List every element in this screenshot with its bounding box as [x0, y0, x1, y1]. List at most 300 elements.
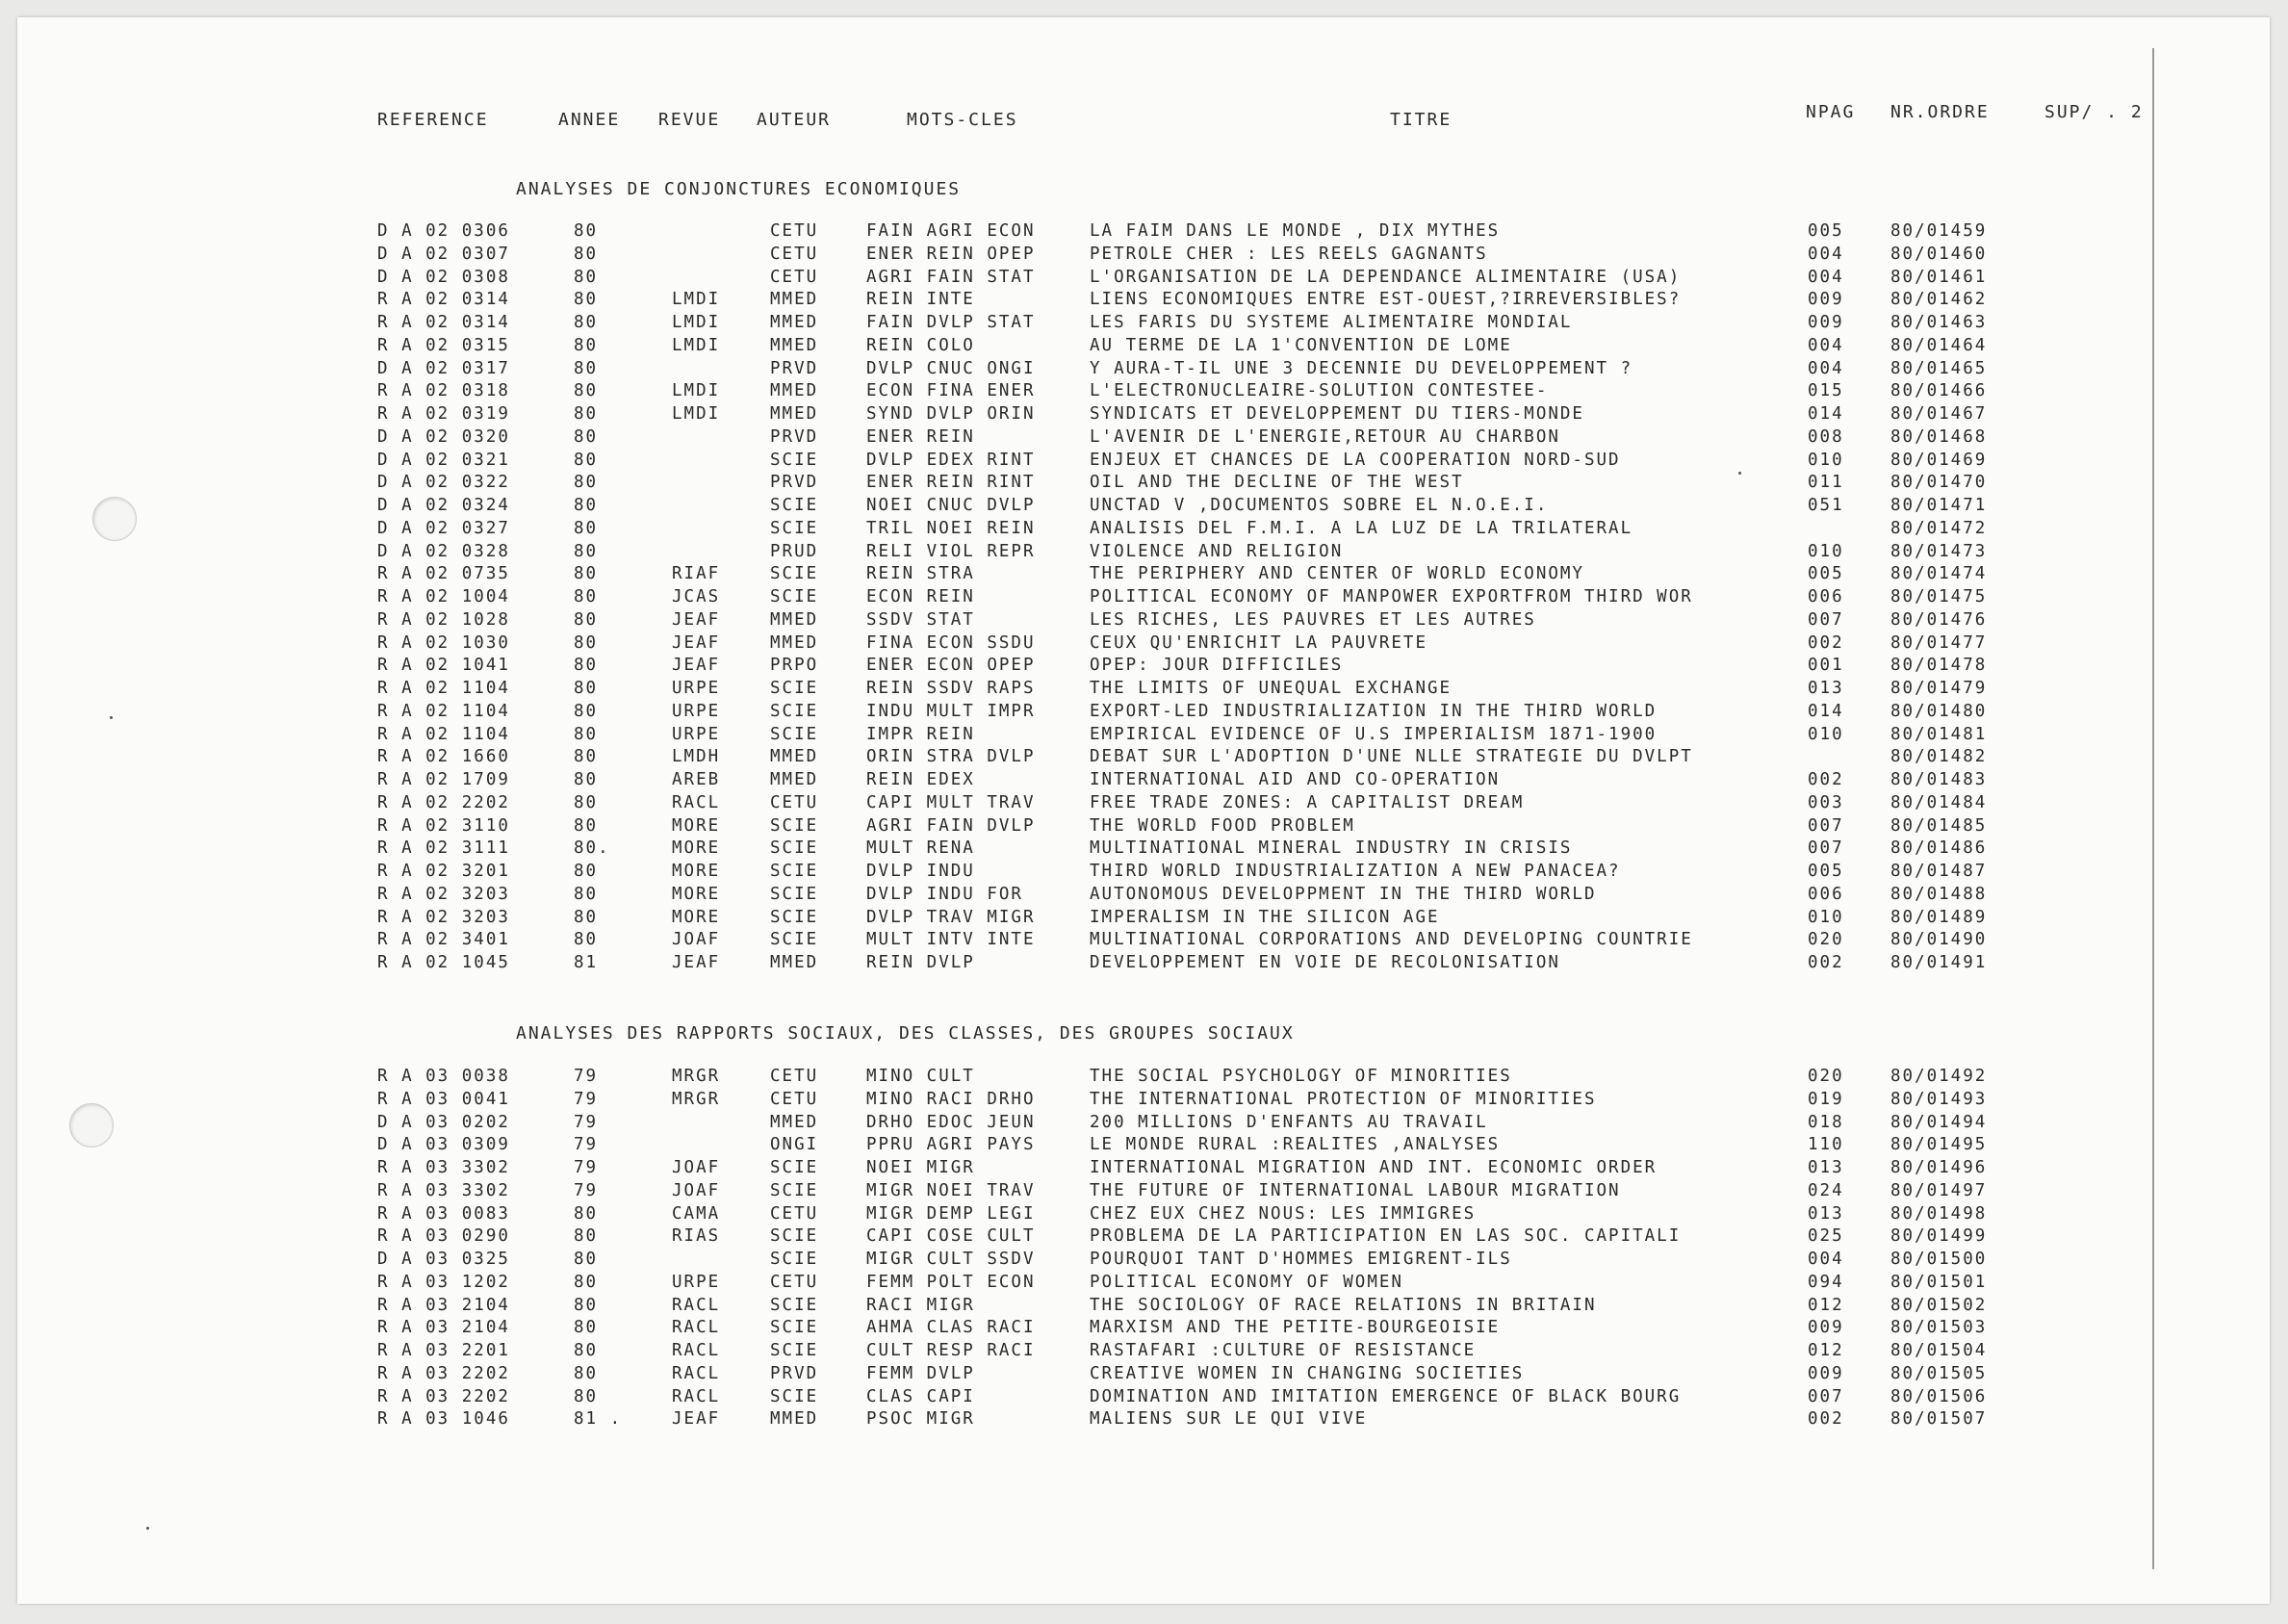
row-titre: THE LIMITS OF UNEQUAL EXCHANGE	[1090, 679, 1452, 698]
row-reference: R A 02 1104	[377, 724, 510, 744]
row-revue: RACL	[672, 792, 721, 812]
row-auteur: CETU	[770, 267, 819, 287]
row-titre: MARXISM AND THE PETITE-BOURGEOISIE	[1090, 1318, 1501, 1338]
row-nr-ordre: 80/01501	[1890, 1272, 1988, 1292]
row-npag: 004	[1808, 1250, 1844, 1269]
table-row	[0, 792, 2288, 813]
row-nr-ordre: 80/01471	[1890, 496, 1988, 515]
row-revue: JCAS	[672, 587, 721, 606]
table-row	[0, 380, 2288, 401]
row-auteur: MMED	[770, 770, 819, 789]
row-mots-cles: CULT RESP RACI	[866, 1341, 1036, 1360]
row-annee: 80	[574, 656, 599, 676]
row-revue: URPE	[672, 1272, 721, 1292]
row-auteur: MMED	[770, 1409, 819, 1430]
row-revue: JEAF	[672, 656, 721, 676]
row-titre: POLITICAL ECONOMY OF MANPOWER EXPORTFROM THIRD WOR	[1090, 587, 1693, 606]
row-annee: 80	[574, 1250, 599, 1269]
row-reference: D A 02 0324	[377, 496, 510, 515]
row-auteur: ONGI	[770, 1135, 819, 1155]
row-reference: R A 03 1202	[377, 1272, 510, 1292]
row-titre: L'AVENIR DE L'ENERGIE,RETOUR AU CHARBON	[1090, 426, 1560, 447]
row-reference: R A 03 3302	[377, 1180, 510, 1200]
table-row	[0, 518, 2288, 539]
row-revue: JEAF	[672, 953, 721, 972]
row-annee: 80	[574, 679, 599, 698]
row-mots-cles: ECON FINA ENER	[866, 381, 1036, 401]
row-auteur: MMED	[770, 381, 819, 401]
row-nr-ordre: 80/01480	[1890, 701, 1988, 721]
row-nr-ordre: 80/01499	[1890, 1226, 1988, 1247]
row-nr-ordre: 80/01502	[1890, 1295, 1988, 1315]
row-reference: D A 03 0202	[377, 1112, 510, 1132]
row-nr-ordre: 80/01477	[1890, 632, 1988, 653]
row-annee: 80	[574, 1386, 599, 1406]
row-mots-cles: INDU MULT IMPR	[866, 701, 1036, 721]
row-mots-cles: NOEI MIGR	[866, 1158, 975, 1177]
row-titre: THE FUTURE OF INTERNATIONAL LABOUR MIGRATION	[1090, 1180, 1621, 1200]
row-auteur: SCIE	[770, 679, 819, 698]
row-annee: 80	[574, 518, 599, 538]
table-row	[0, 312, 2288, 333]
row-npag: 010	[1808, 907, 1844, 927]
row-reference: D A 02 0306	[377, 221, 510, 241]
row-mots-cles: FAIN AGRI ECON	[866, 221, 1036, 241]
row-reference: R A 02 3110	[377, 815, 510, 836]
row-revue: URPE	[672, 679, 721, 698]
row-mots-cles: CLAS CAPI	[866, 1386, 975, 1406]
row-mots-cles: ENER REIN	[866, 426, 975, 447]
table-row	[0, 450, 2288, 471]
row-annee: 80.	[574, 838, 610, 859]
row-nr-ordre: 80/01498	[1890, 1203, 1988, 1224]
header-mots-cles: MOTS-CLES	[907, 110, 1018, 130]
row-npag: 005	[1808, 221, 1844, 241]
row-nr-ordre: 80/01468	[1890, 426, 1988, 447]
table-row	[0, 655, 2288, 676]
table-row	[0, 861, 2288, 882]
row-mots-cles: MIGR NOEI TRAV	[866, 1180, 1036, 1200]
row-npag: 008	[1808, 426, 1844, 447]
row-reference: R A 02 1030	[377, 632, 510, 653]
row-titre: INTERNATIONAL AID AND CO-OPERATION	[1090, 770, 1501, 789]
row-nr-ordre: 80/01495	[1890, 1135, 1988, 1155]
row-npag: 011	[1808, 473, 1844, 493]
row-revue: JEAF	[672, 609, 721, 630]
row-mots-cles: REIN INTE	[866, 290, 975, 310]
row-npag: 020	[1808, 930, 1844, 950]
row-annee: 80	[574, 221, 599, 241]
row-nr-ordre: 80/01506	[1890, 1386, 1988, 1406]
row-auteur: SCIE	[770, 907, 819, 927]
row-auteur: CETU	[770, 244, 819, 264]
row-reference: R A 02 1028	[377, 609, 510, 630]
row-auteur: SCIE	[770, 1341, 819, 1360]
row-revue: RIAF	[672, 564, 721, 584]
row-auteur: SCIE	[770, 930, 819, 950]
table-row	[0, 1363, 2288, 1384]
row-nr-ordre: 80/01475	[1890, 587, 1988, 606]
row-nr-ordre: 80/01488	[1890, 884, 1988, 904]
row-nr-ordre: 80/01505	[1890, 1363, 1988, 1383]
row-auteur: SCIE	[770, 564, 819, 584]
row-reference: D A 02 0307	[377, 244, 510, 264]
row-annee: 80	[574, 267, 599, 287]
row-npag: 005	[1808, 862, 1844, 881]
row-reference: R A 02 1104	[377, 679, 510, 698]
row-npag: 012	[1808, 1295, 1844, 1315]
table-row	[0, 1180, 2288, 1201]
row-mots-cles: REIN DVLP	[866, 953, 975, 972]
row-auteur: MMED	[770, 313, 819, 332]
row-auteur: CETU	[770, 1067, 819, 1086]
row-npag: 010	[1808, 541, 1844, 561]
row-mots-cles: RELI VIOL REPR	[866, 541, 1036, 561]
row-annee: 80	[574, 815, 599, 836]
row-auteur: CETU	[770, 1272, 819, 1292]
row-reference: R A 02 0318	[377, 381, 510, 401]
row-reference: D A 03 0309	[377, 1135, 510, 1155]
row-auteur: PRVD	[770, 473, 819, 493]
row-titre: THE SOCIOLOGY OF RACE RELATIONS IN BRITAIN	[1090, 1295, 1597, 1315]
row-reference: R A 03 2104	[377, 1318, 510, 1338]
row-annee: 80	[574, 724, 599, 744]
row-mots-cles: ENER ECON OPEP	[866, 656, 1036, 676]
row-npag: 002	[1808, 770, 1844, 789]
row-titre: THE SOCIAL PSYCHOLOGY OF MINORITIES	[1090, 1067, 1512, 1086]
row-auteur: SCIE	[770, 496, 819, 515]
row-annee: 80	[574, 609, 599, 630]
row-auteur: CETU	[770, 1203, 819, 1224]
row-annee: 80	[574, 632, 599, 653]
row-titre: ENJEUX ET CHANCES DE LA COOPERATION NORD-SUD	[1090, 450, 1621, 470]
row-nr-ordre: 80/01484	[1890, 792, 1988, 812]
row-mots-cles: FINA ECON SSDU	[866, 632, 1036, 653]
row-auteur: MMED	[770, 747, 819, 767]
row-npag: 006	[1808, 884, 1844, 904]
row-npag: 007	[1808, 609, 1844, 630]
table-row	[0, 1112, 2288, 1133]
table-row	[0, 403, 2288, 425]
table-row	[0, 335, 2288, 356]
row-revue: LMDI	[672, 290, 721, 310]
row-reference: R A 03 2202	[377, 1363, 510, 1383]
row-titre: AUTONOMOUS DEVELOPPMENT IN THE THIRD WORLD	[1090, 884, 1597, 904]
header-npag: NPAG	[1806, 102, 1856, 122]
row-nr-ordre: 80/01473	[1890, 541, 1988, 561]
header-titre: TITRE	[1390, 110, 1452, 130]
row-mots-cles: RACI MIGR	[866, 1295, 975, 1315]
row-annee: 80	[574, 358, 599, 378]
row-revue: MORE	[672, 907, 721, 927]
table-row	[0, 1134, 2288, 1155]
table-row	[0, 220, 2288, 242]
table-row	[0, 1317, 2288, 1338]
row-reference: R A 02 0314	[377, 290, 510, 310]
row-titre: MULTINATIONAL CORPORATIONS AND DEVELOPING COUNTRIE	[1090, 930, 1693, 950]
row-mots-cles: AHMA CLAS RACI	[866, 1318, 1036, 1338]
row-npag: 002	[1808, 953, 1844, 972]
row-revue: RACL	[672, 1341, 721, 1360]
row-revue: CAMA	[672, 1203, 721, 1224]
row-reference: R A 02 0315	[377, 335, 510, 355]
row-reference: R A 03 2201	[377, 1341, 510, 1360]
row-annee: 80	[574, 1363, 599, 1383]
row-titre: LA FAIM DANS LE MONDE , DIX MYTHES	[1090, 221, 1501, 241]
row-mots-cles: TRIL NOEI REIN	[866, 518, 1036, 538]
row-nr-ordre: 80/01491	[1890, 953, 1988, 972]
table-row	[0, 1272, 2288, 1293]
row-mots-cles: FAIN DVLP STAT	[866, 313, 1036, 332]
row-reference: D A 02 0321	[377, 450, 510, 470]
row-annee: 81	[574, 953, 599, 972]
row-mots-cles: DVLP TRAV MIGR	[866, 907, 1036, 927]
row-mots-cles: SSDV STAT	[866, 609, 975, 630]
table-row	[0, 1089, 2288, 1110]
row-titre: THIRD WORLD INDUSTRIALIZATION A NEW PANACEA?	[1090, 862, 1621, 881]
row-annee: 80	[574, 701, 599, 721]
row-annee: 80	[574, 381, 599, 401]
row-annee: 80	[574, 244, 599, 264]
table-row	[0, 929, 2288, 950]
row-nr-ordre: 80/01483	[1890, 770, 1988, 789]
row-reference: R A 03 2104	[377, 1295, 510, 1315]
row-auteur: MMED	[770, 632, 819, 653]
table-row	[0, 746, 2288, 767]
table-row	[0, 701, 2288, 722]
row-revue: MORE	[672, 815, 721, 836]
row-mots-cles: MULT RENA	[866, 838, 975, 859]
row-mots-cles: DRHO EDOC JEUN	[866, 1112, 1036, 1132]
row-mots-cles: REIN EDEX	[866, 770, 975, 789]
row-annee: 79	[574, 1180, 599, 1200]
row-npag: 015	[1808, 381, 1844, 401]
row-annee: 79	[574, 1089, 599, 1109]
row-titre: MULTINATIONAL MINERAL INDUSTRY IN CRISIS	[1090, 838, 1573, 859]
row-npag: 010	[1808, 450, 1844, 470]
row-annee: 80	[574, 884, 599, 904]
row-revue: URPE	[672, 701, 721, 721]
row-auteur: MMED	[770, 609, 819, 630]
row-mots-cles: DVLP INDU	[866, 862, 975, 881]
row-reference: D A 02 0317	[377, 358, 510, 378]
row-revue: LMDI	[672, 381, 721, 401]
row-auteur: SCIE	[770, 1318, 819, 1338]
row-auteur: SCIE	[770, 587, 819, 606]
row-revue: LMDI	[672, 313, 721, 332]
table-row	[0, 1157, 2288, 1178]
row-nr-ordre: 80/01496	[1890, 1158, 1988, 1177]
row-reference: D A 02 0308	[377, 267, 510, 287]
row-reference: R A 02 3203	[377, 884, 510, 904]
row-reference: R A 02 1104	[377, 701, 510, 721]
row-mots-cles: ENER REIN OPEP	[866, 244, 1036, 264]
row-auteur: PRPO	[770, 656, 819, 676]
row-annee: 80	[574, 1272, 599, 1292]
row-reference: R A 03 1046	[377, 1409, 510, 1430]
row-nr-ordre: 80/01486	[1890, 838, 1988, 859]
row-npag: 013	[1808, 1203, 1844, 1224]
row-annee: 80	[574, 587, 599, 606]
row-auteur: MMED	[770, 404, 819, 424]
row-mots-cles: NOEI CNUC DVLP	[866, 496, 1036, 515]
row-nr-ordre: 80/01482	[1890, 747, 1988, 767]
row-nr-ordre: 80/01460	[1890, 244, 1988, 264]
row-nr-ordre: 80/01476	[1890, 609, 1988, 630]
table-row	[0, 632, 2288, 654]
row-nr-ordre: 80/01474	[1890, 564, 1988, 584]
table-row	[0, 1295, 2288, 1316]
row-annee: 80	[574, 404, 599, 424]
row-nr-ordre: 80/01493	[1890, 1089, 1988, 1109]
row-titre: EXPORT-LED INDUSTRIALIZATION IN THE THIRD WORLD	[1090, 701, 1658, 721]
row-nr-ordre: 80/01461	[1890, 267, 1988, 287]
row-mots-cles: IMPR REIN	[866, 724, 975, 744]
table-row	[0, 358, 2288, 379]
row-npag: 003	[1808, 792, 1844, 812]
row-mots-cles: AGRI FAIN STAT	[866, 267, 1036, 287]
row-titre: LE MONDE RURAL :REALITES ,ANALYSES	[1090, 1135, 1501, 1155]
row-mots-cles: DVLP CNUC ONGI	[866, 358, 1036, 378]
row-titre: AU TERME DE LA 1'CONVENTION DE LOME	[1090, 335, 1512, 355]
row-titre: THE INTERNATIONAL PROTECTION OF MINORITIES	[1090, 1089, 1597, 1109]
row-annee: 79	[574, 1112, 599, 1132]
row-mots-cles: MIGR CULT SSDV	[866, 1250, 1036, 1269]
row-reference: R A 02 3111	[377, 838, 510, 859]
row-annee: 80	[574, 907, 599, 927]
row-npag: 007	[1808, 1386, 1844, 1406]
table-row	[0, 472, 2288, 493]
row-revue: JOAF	[672, 1180, 721, 1200]
row-annee: 81 .	[574, 1409, 623, 1430]
table-row	[0, 267, 2288, 288]
row-annee: 80	[574, 564, 599, 584]
row-nr-ordre: 80/01470	[1890, 473, 1988, 493]
row-npag: 025	[1808, 1226, 1844, 1247]
row-annee: 80	[574, 450, 599, 470]
table-row	[0, 815, 2288, 837]
row-annee: 80	[574, 862, 599, 881]
row-titre: MALIENS SUR LE QUI VIVE	[1090, 1409, 1368, 1430]
row-mots-cles: ENER REIN RINT	[866, 473, 1036, 493]
row-auteur: MMED	[770, 1112, 819, 1132]
row-nr-ordre: 80/01462	[1890, 290, 1988, 310]
row-mots-cles: DVLP EDEX RINT	[866, 450, 1036, 470]
row-mots-cles: MIGR DEMP LEGI	[866, 1203, 1036, 1224]
row-auteur: SCIE	[770, 450, 819, 470]
row-npag: 110	[1808, 1135, 1844, 1155]
row-npag: 014	[1808, 701, 1844, 721]
row-nr-ordre: 80/01507	[1890, 1409, 1988, 1430]
row-reference: R A 02 1660	[377, 747, 510, 767]
row-reference: R A 02 0735	[377, 564, 510, 584]
row-annee: 80	[574, 290, 599, 310]
row-npag: 004	[1808, 267, 1844, 287]
row-reference: R A 02 1045	[377, 953, 510, 972]
row-nr-ordre: 80/01466	[1890, 381, 1988, 401]
row-nr-ordre: 80/01497	[1890, 1180, 1988, 1200]
table-row	[0, 907, 2288, 928]
row-mots-cles: REIN STRA	[866, 564, 975, 584]
table-row	[0, 769, 2288, 790]
row-revue: MORE	[672, 838, 721, 859]
row-revue: AREB	[672, 770, 721, 789]
row-mots-cles: SYND DVLP ORIN	[866, 404, 1036, 424]
row-mots-cles: FEMM DVLP	[866, 1363, 975, 1383]
row-titre: VIOLENCE AND RELIGION	[1090, 541, 1344, 561]
row-reference: R A 03 0041	[377, 1089, 510, 1109]
row-titre: CHEZ EUX CHEZ NOUS: LES IMMIGRES	[1090, 1203, 1477, 1224]
row-auteur: PRVD	[770, 358, 819, 378]
section-title: ANALYSES DE CONJONCTURES ECONOMIQUES	[516, 179, 962, 199]
table-row	[0, 724, 2288, 745]
row-annee: 79	[574, 1135, 599, 1155]
row-revue: JOAF	[672, 1158, 721, 1177]
row-mots-cles: PPRU AGRI PAYS	[866, 1135, 1036, 1155]
row-titre: SYNDICATS ET DEVELOPPEMENT DU TIERS-MONDE	[1090, 404, 1584, 424]
row-npag: 002	[1808, 632, 1844, 653]
row-auteur: SCIE	[770, 701, 819, 721]
row-annee: 80	[574, 313, 599, 332]
row-npag: 007	[1808, 838, 1844, 859]
row-auteur: PRVD	[770, 426, 819, 447]
row-annee: 80	[574, 1203, 599, 1224]
row-titre: LES RICHES, LES PAUVRES ET LES AUTRES	[1090, 609, 1536, 630]
row-nr-ordre: 80/01489	[1890, 907, 1988, 927]
table-row	[0, 1386, 2288, 1407]
row-annee: 80	[574, 792, 599, 812]
table-row	[0, 952, 2288, 973]
table-row	[0, 678, 2288, 699]
row-mots-cles: REIN COLO	[866, 335, 975, 355]
row-auteur: CETU	[770, 221, 819, 241]
row-auteur: SCIE	[770, 838, 819, 859]
row-npag: 006	[1808, 587, 1844, 606]
table-row	[0, 1249, 2288, 1270]
row-revue: URPE	[672, 724, 721, 744]
header-revue: REVUE	[658, 110, 721, 130]
row-annee: 80	[574, 747, 599, 767]
header-nr-ordre: NR.ORDRE	[1890, 102, 1990, 122]
row-titre: OIL AND THE DECLINE OF THE WEST	[1090, 473, 1464, 493]
row-auteur: SCIE	[770, 1158, 819, 1177]
row-titre: DEBAT SUR L'ADOPTION D'UNE NLLE STRATEGIE DU DVLPT	[1090, 747, 1693, 767]
row-annee: 80	[574, 1318, 599, 1338]
row-npag: 009	[1808, 1363, 1844, 1383]
row-npag: 018	[1808, 1112, 1844, 1132]
row-nr-ordre: 80/01465	[1890, 358, 1988, 378]
row-npag: 004	[1808, 358, 1844, 378]
row-mots-cles: CAPI MULT TRAV	[866, 792, 1036, 812]
row-npag: 002	[1808, 1409, 1844, 1430]
table-row	[0, 563, 2288, 584]
row-npag: 007	[1808, 815, 1844, 836]
row-annee: 79	[574, 1158, 599, 1177]
row-titre: PETROLE CHER : LES REELS GAGNANTS	[1090, 244, 1488, 264]
row-npag: 004	[1808, 244, 1844, 264]
row-auteur: SCIE	[770, 862, 819, 881]
row-auteur: PRUD	[770, 541, 819, 561]
row-mots-cles: MINO CULT	[866, 1067, 975, 1086]
row-annee: 80	[574, 541, 599, 561]
row-reference: R A 02 1004	[377, 587, 510, 606]
row-npag: 005	[1808, 564, 1844, 584]
row-revue: RIAS	[672, 1226, 721, 1247]
row-auteur: SCIE	[770, 1295, 819, 1315]
table-row	[0, 1340, 2288, 1361]
row-revue: RACL	[672, 1386, 721, 1406]
row-titre: DEVELOPPEMENT EN VOIE DE RECOLONISATION	[1090, 953, 1560, 972]
